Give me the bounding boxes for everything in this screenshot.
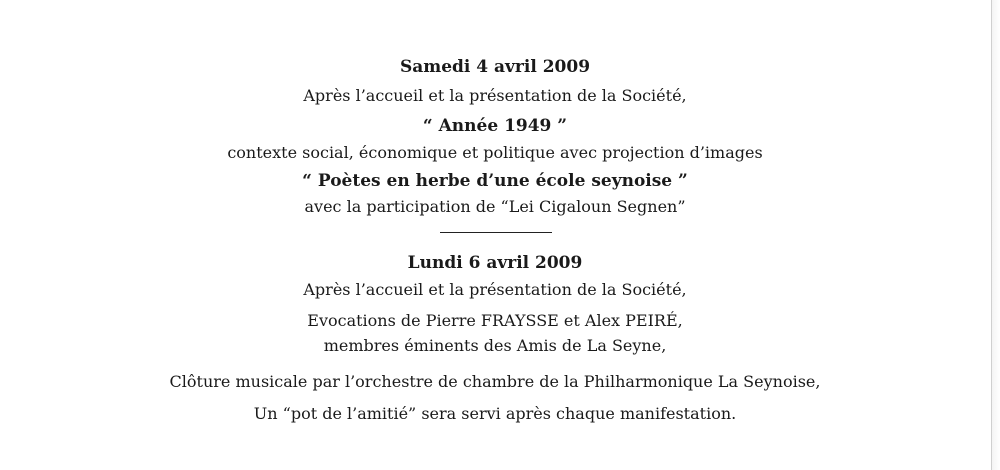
section-divider (440, 232, 552, 233)
event1-topic2-title: “ Poètes en herbe d’une école seynoise ” (302, 171, 688, 191)
event2-evocations: Evocations de Pierre FRAYSSE et Alex PEIRÉ, (307, 311, 683, 330)
event2-welcome: Après l’accueil et la présentation de la Société, (303, 280, 687, 299)
event1-topic1-title: “ Année 1949 ” (422, 116, 568, 136)
closing-music: Clôture musicale par l’orchestre de chambre de la Philharmonique La Seynoise, (169, 372, 821, 391)
event1-participation: avec la participation de “Lei Cigaloun Segnen” (304, 197, 686, 216)
event1-welcome: Après l’accueil et la présentation de la Société, (303, 86, 687, 105)
event1-topic1-description: contexte social, économique et politique avec projection d’images (227, 143, 763, 162)
event1-date: Samedi 4 avril 2009 (399, 57, 591, 77)
page-edge (991, 0, 1000, 470)
event2-date: Lundi 6 avril 2009 (407, 253, 583, 273)
closing-drink: Un “pot de l’amitié” sera servi après chaque manifestation. (253, 404, 737, 423)
event2-members: membres éminents des Amis de La Seyne, (323, 336, 667, 355)
